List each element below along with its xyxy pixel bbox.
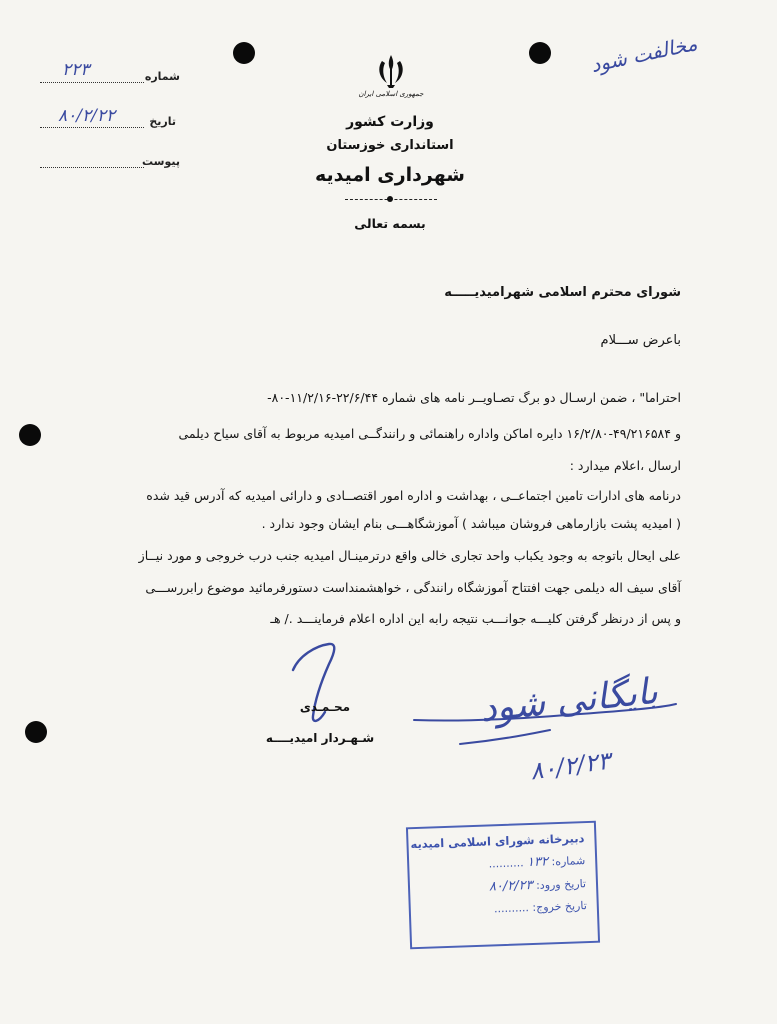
emblem-icon bbox=[373, 52, 409, 90]
iran-emblem bbox=[373, 52, 409, 90]
stamp-number-value: ۱۳۲ bbox=[526, 854, 549, 871]
ministry-title: وزارت کشور bbox=[346, 114, 434, 130]
body-line-8: و پس از درنظر گرفتن کلیـــه جوانـــب نتیجه رابه این اداره اعلام فرماینـــد ./ هـ bbox=[270, 611, 681, 626]
stamp-number-label: شماره: bbox=[551, 854, 586, 869]
date-value: ۸۰/۲/۲۲ bbox=[58, 106, 116, 126]
stamp-exit-row bbox=[411, 899, 597, 918]
signatory-title: شـهـردار امیدیــــه bbox=[265, 731, 375, 745]
stamp-number-dots: .......... bbox=[488, 856, 524, 871]
stamp-exit-label: تاریخ خروج: bbox=[532, 899, 587, 914]
number-line bbox=[40, 82, 144, 83]
recipient: شورای محترم اسلامی شهرامیدیـــــه bbox=[444, 285, 681, 300]
number-label: شماره bbox=[144, 70, 180, 83]
governorate-title: استانداری خوزستان bbox=[326, 138, 454, 153]
body-line-4: درنامه های ادارات تامین اجتماعــی ، بهداشت و اداره امور اقتصــادی و دارائی امیدیه که آدرس قید شده bbox=[146, 488, 681, 503]
body-line-5: ( امیدیه پشت بازارماهی فروشان میباشد ) آموزشگاهـــی بنام ایشان وجود ندارد . bbox=[261, 516, 681, 531]
greeting: باعرض ســـلام bbox=[600, 333, 681, 348]
body-line-3: ارسال ،اعلام میدارد : bbox=[569, 458, 681, 473]
number-value: ۲۲۳ bbox=[62, 60, 90, 80]
margin-note: مخالفت شود bbox=[588, 31, 700, 77]
municipality-title: شهرداری امیدیه bbox=[315, 164, 465, 186]
punch-hole-left-bottom bbox=[25, 721, 47, 743]
mayor-signature bbox=[285, 638, 365, 728]
stamp-entry-row bbox=[410, 876, 596, 897]
registry-stamp bbox=[406, 821, 600, 950]
stamp-title: دبیرخانه شورای اسلامی امیدیه bbox=[410, 831, 585, 852]
punch-hole-top-right bbox=[529, 42, 551, 64]
date-label: تاریخ bbox=[149, 115, 176, 128]
stamp-number-row bbox=[409, 853, 595, 874]
date-line bbox=[40, 127, 144, 128]
punch-hole-left-middle bbox=[19, 424, 41, 446]
handwritten-date: ۸۰/۲/۲۳ bbox=[528, 746, 613, 786]
body-line-2: و ۴۹/۲۱۶۵۸۴-۱۶/۲/۸۰ دایره اماکن واداره راهنمائی و رانندگــی امیدیه مربوط به آقای سیاح دیلمی bbox=[178, 426, 681, 441]
archive-note-underline bbox=[410, 700, 680, 750]
stamp-entry-value: ۸۰/۲/۲۳ bbox=[488, 877, 533, 895]
attachment-line bbox=[40, 167, 144, 168]
body-line-6: علی ایحال باتوجه به وجود یکباب واحد تجاری خالی واقع درترمینـال امیدیه جنب درب خروجی و مورد نیــاز bbox=[138, 548, 681, 563]
attachment-label: پیوست bbox=[142, 155, 180, 168]
body-line-7: آقای سیف اله دیلمی جهت افتتاح آموزشگاه رانندگی ، خواهشمنداست دستورفرمائید موضوع رابررســـی bbox=[145, 580, 681, 595]
punch-hole-top-left bbox=[233, 42, 255, 64]
basmala: بسمه تعالی bbox=[354, 216, 426, 231]
handwritten-archive-note: بایگانی شود bbox=[478, 670, 660, 731]
emblem-caption: جمهوری اسلامی ایران bbox=[358, 90, 424, 98]
signatory-name: محـمـدی bbox=[299, 700, 351, 714]
stamp-entry-label: تاریخ ورود: bbox=[535, 877, 587, 892]
stamp-exit-dots: .......... bbox=[493, 901, 530, 916]
body-line-1: احتراما" ، ضمن ارسـال دو برگ تصـاویــر نامه های شماره ۲۲/۶/۴۴-۱۱/۲/۱۶-۸۰- bbox=[267, 390, 681, 405]
header-divider-dot bbox=[387, 196, 393, 202]
